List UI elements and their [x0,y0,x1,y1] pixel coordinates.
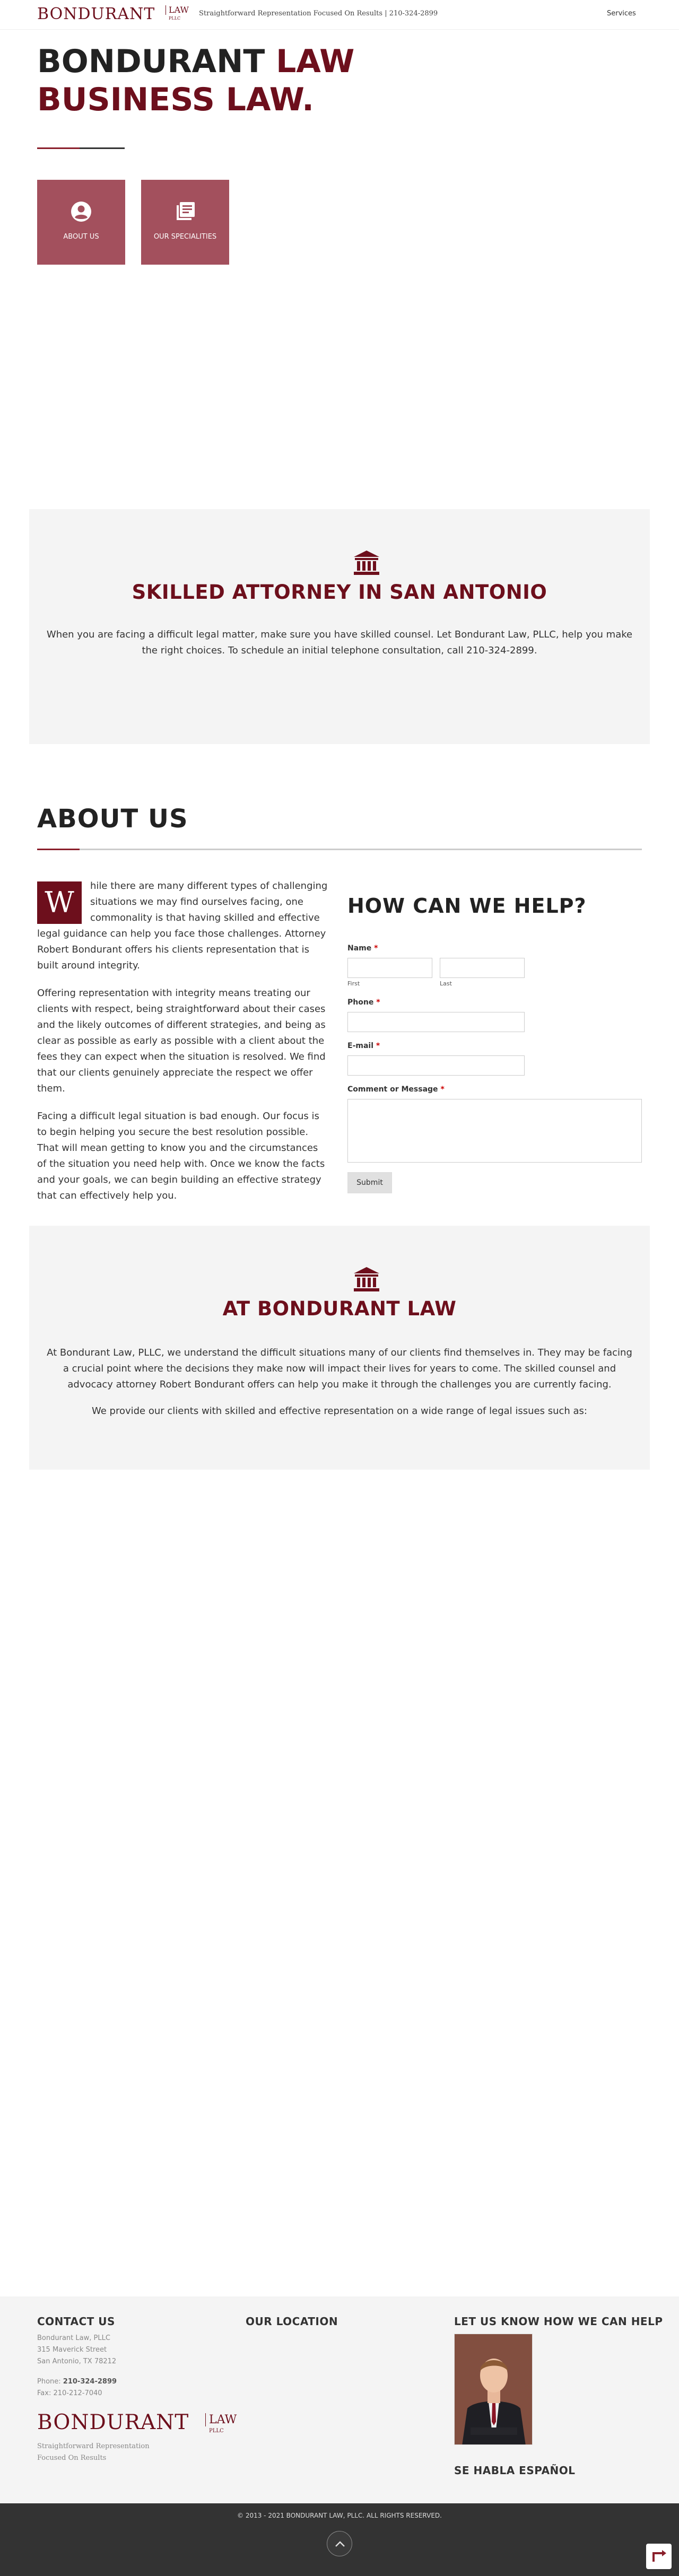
required-mark: * [376,998,380,1007]
our-specialities-tile-label: OUR SPECIALITIES [153,233,217,241]
hero-title-name: BONDURANT [37,43,265,80]
account-circle-icon [71,201,92,222]
footer-logo-pllc: PLLC [209,2428,224,2434]
hero-divider-accent [37,147,80,149]
contact-us-heading: CONTACT US [37,2315,115,2328]
name-label [347,944,378,953]
document-list-icon [175,201,196,222]
phone-label-text: Phone [347,998,374,1007]
about-us-text [37,878,329,1216]
header-logo-law[interactable]: LAW [166,5,189,15]
at-bondurant-paragraph-1: At Bondurant Law, PLLC, we understand the difficult situations many of our clients find themselves in. They may be facing a crucial point where the decisions they make now will impact their lives for years to come. The skilled counsel and advocacy attorney Robert Bondurant offers can help you make it through the challenges you are currently facing. [47,1347,632,1390]
last-name-input[interactable] [440,958,525,978]
contact-company: Bondurant Law, PLLC [37,2334,110,2342]
hero-title-subtitle: BUSINESS LAW. [37,81,314,118]
required-mark: * [440,1085,445,1094]
attorney-portrait-image [455,2334,533,2445]
courthouse-icon [353,549,380,577]
about-paragraph-2: Offering representation with integrity means treating our clients with respect, being straightforward about their cases and the likely outcomes of different strategies, and being as clear as possible as early as possible with a client about the fees they can expect when the situation is resolved. We find that our clients genuinely appreciate the respect we offer them. [37,988,326,1094]
contact-city: San Antonio, TX 78212 [37,2357,117,2365]
skilled-attorney-text: When you are facing a difficult legal matter, make sure you have skilled counsel. Let Bondurant Law, PLLC, help you make the right choices. To schedule an initial telephone consultation, call 210-324-2899. [46,629,633,656]
email-label [347,1042,380,1050]
required-mark: * [374,944,378,953]
about-paragraph-1-text: hile there are many different types of challenging situations we may find ourselves facing, one commonality is that having skilled and effective legal guidance can help you face those challenges. Attorney Robert Bondurant offers his clients representation that is built around integrity. [37,880,328,971]
message-label-text: Comment or Message [347,1085,438,1094]
contact-address [37,2333,116,2368]
footer-tagline: Straightforward Representation Focused On Results [37,2442,150,2462]
dropcap-letter: W [37,881,82,924]
our-specialities-tile[interactable] [141,180,229,265]
site-footer [0,2296,679,2503]
contact-numbers [37,2376,117,2399]
email-label-text: E-mail [347,1042,374,1050]
hero-divider-dark [80,147,125,149]
chevron-up-icon [327,2531,353,2557]
message-textarea[interactable] [347,1099,642,1163]
required-mark: * [376,1042,380,1050]
spanish-heading: SE HABLA ESPAÑOL [454,2464,576,2477]
header-tagline: Straightforward Representation Focused On Results | 210-324-2899 [199,10,438,18]
contact-phone-label: Phone: [37,2378,61,2386]
submit-button[interactable]: Submit [347,1172,392,1193]
about-divider-line [80,849,642,850]
courthouse-icon [353,1265,380,1293]
at-bondurant-section [29,1226,650,1470]
contact-phone-link[interactable]: 210-324-2899 [63,2378,117,2386]
about-paragraph-3: Facing a difficult legal situation is bad enough. Our focus is to begin helping you secure the best resolution possible. That will mean getting to know you and the circumstances of the situation you need help with. Once we know the facts and your goals, we can begin building an effective strategy that can effectively help you. [37,1111,325,1201]
attorney-photo [454,2334,533,2445]
phone-input[interactable] [347,1012,525,1032]
about-us-tile[interactable] [37,180,125,265]
header-logo-name[interactable]: BONDURANT [37,5,155,23]
about-us-heading: ABOUT US [37,804,188,834]
first-name-sublabel: First [347,980,360,987]
contact-fax: Fax: 210-212-7040 [37,2389,102,2397]
about-divider-accent [37,849,80,850]
contact-phone-line [37,2376,117,2388]
recaptcha-icon [646,2544,672,2569]
header-logo-pllc: PLLC [169,16,181,21]
message-label [347,1085,445,1094]
copyright-text: © 2013 - 2021 BONDURANT LAW, PLLC. ALL RIGHTS RESERVED. [237,2512,442,2519]
nav-services-link[interactable]: Services [607,10,636,18]
contact-street: 315 Maverick Street [37,2346,107,2354]
skilled-attorney-section [29,509,650,744]
first-name-input[interactable] [347,958,432,978]
skilled-attorney-heading: SKILLED ATTORNEY IN SAN ANTONIO [132,581,547,604]
hero-title-law: LAW [276,43,355,80]
our-location-heading: OUR LOCATION [246,2315,338,2328]
at-bondurant-heading: AT BONDURANT LAW [222,1297,457,1320]
footer-logo-law[interactable]: LAW [205,2413,237,2426]
hero-title [37,42,354,119]
at-bondurant-paragraph-2: We provide our clients with skilled and effective representation on a wide range of legal issues such as: [92,1405,587,1417]
email-input[interactable] [347,1055,525,1076]
about-us-tile-label: ABOUT US [63,233,99,241]
form-heading: HOW CAN WE HELP? [347,894,587,918]
help-heading: LET US KNOW HOW WE CAN HELP [454,2315,663,2328]
phone-label [347,998,380,1007]
footer-logo-name[interactable]: BONDURANT [37,2411,189,2434]
scroll-to-top-button[interactable] [327,2531,352,2556]
name-label-text: Name [347,944,372,953]
site-header [0,0,679,30]
last-name-sublabel: Last [440,980,452,987]
recaptcha-badge[interactable] [646,2544,672,2569]
